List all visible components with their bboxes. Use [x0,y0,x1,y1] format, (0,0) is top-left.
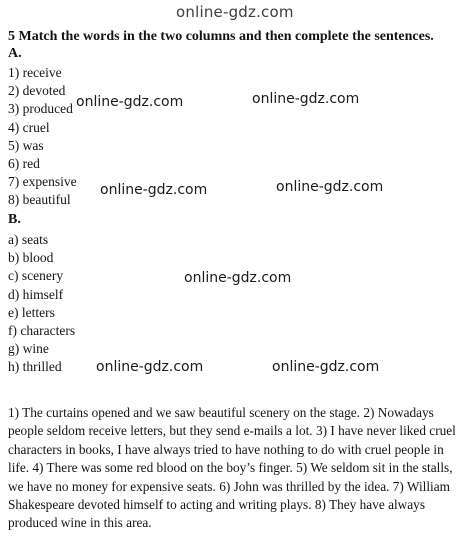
section-a-item: 6) red [8,155,40,171]
watermark: online-gdz.com [272,359,380,375]
watermark: online-gdz.com [76,94,184,110]
section-a-label: A. [8,46,22,61]
watermark: online-gdz.com [276,179,384,195]
section-a-item: 1) receive [8,65,62,80]
section-a-item: 2) devoted [8,83,66,99]
section-b-item: c) scenery [8,268,64,284]
answer-paragraph: 1) The curtains opened and we saw beautiful scenery on the stage. 2) Nowadays people seldom receive letters, but they send e-mails a lot. 3) I have never liked cruel characters in books, I have always tried to have nothing to do with cruel people in life. 4) There was some red blood on the boy’s finger. 5) We seldom sit in the stalls, we have no money for expensive seats. 6) John was thrilled by the idea. 7) William Shakespeare devoted himself to acting and writing plays. 8) They have always produced wine in this area. [8,405,456,531]
section-a-list [8,64,77,210]
watermark: online-gdz.com [96,359,204,375]
section-b-list [8,231,75,377]
watermark: online-gdz.com [100,182,208,198]
section-b-item: h) thrilled [8,359,62,375]
section-b-item: b) blood [8,250,54,266]
section-b-item: f) characters [8,322,76,338]
watermark-top: online-gdz.com [176,3,294,21]
section-b-item: a) seats [8,232,49,247]
section-a-item: 4) cruel [8,119,50,135]
watermark: online-gdz.com [184,270,292,286]
section-b-item: g) wine [8,341,49,357]
section-b-item: d) himself [8,286,64,302]
section-a-item: 3) produced [8,101,73,117]
watermark: online-gdz.com [252,91,360,107]
section-a-item: 8) beautiful [8,192,71,208]
exercise-title: 5 Match the words in the two columns and then complete the sentences. [8,29,434,44]
section-a-item: 5) was [8,137,44,153]
section-b-item: e) letters [8,304,55,320]
section-b-label: B. [8,212,21,227]
section-a-item: 7) expensive [8,174,77,190]
